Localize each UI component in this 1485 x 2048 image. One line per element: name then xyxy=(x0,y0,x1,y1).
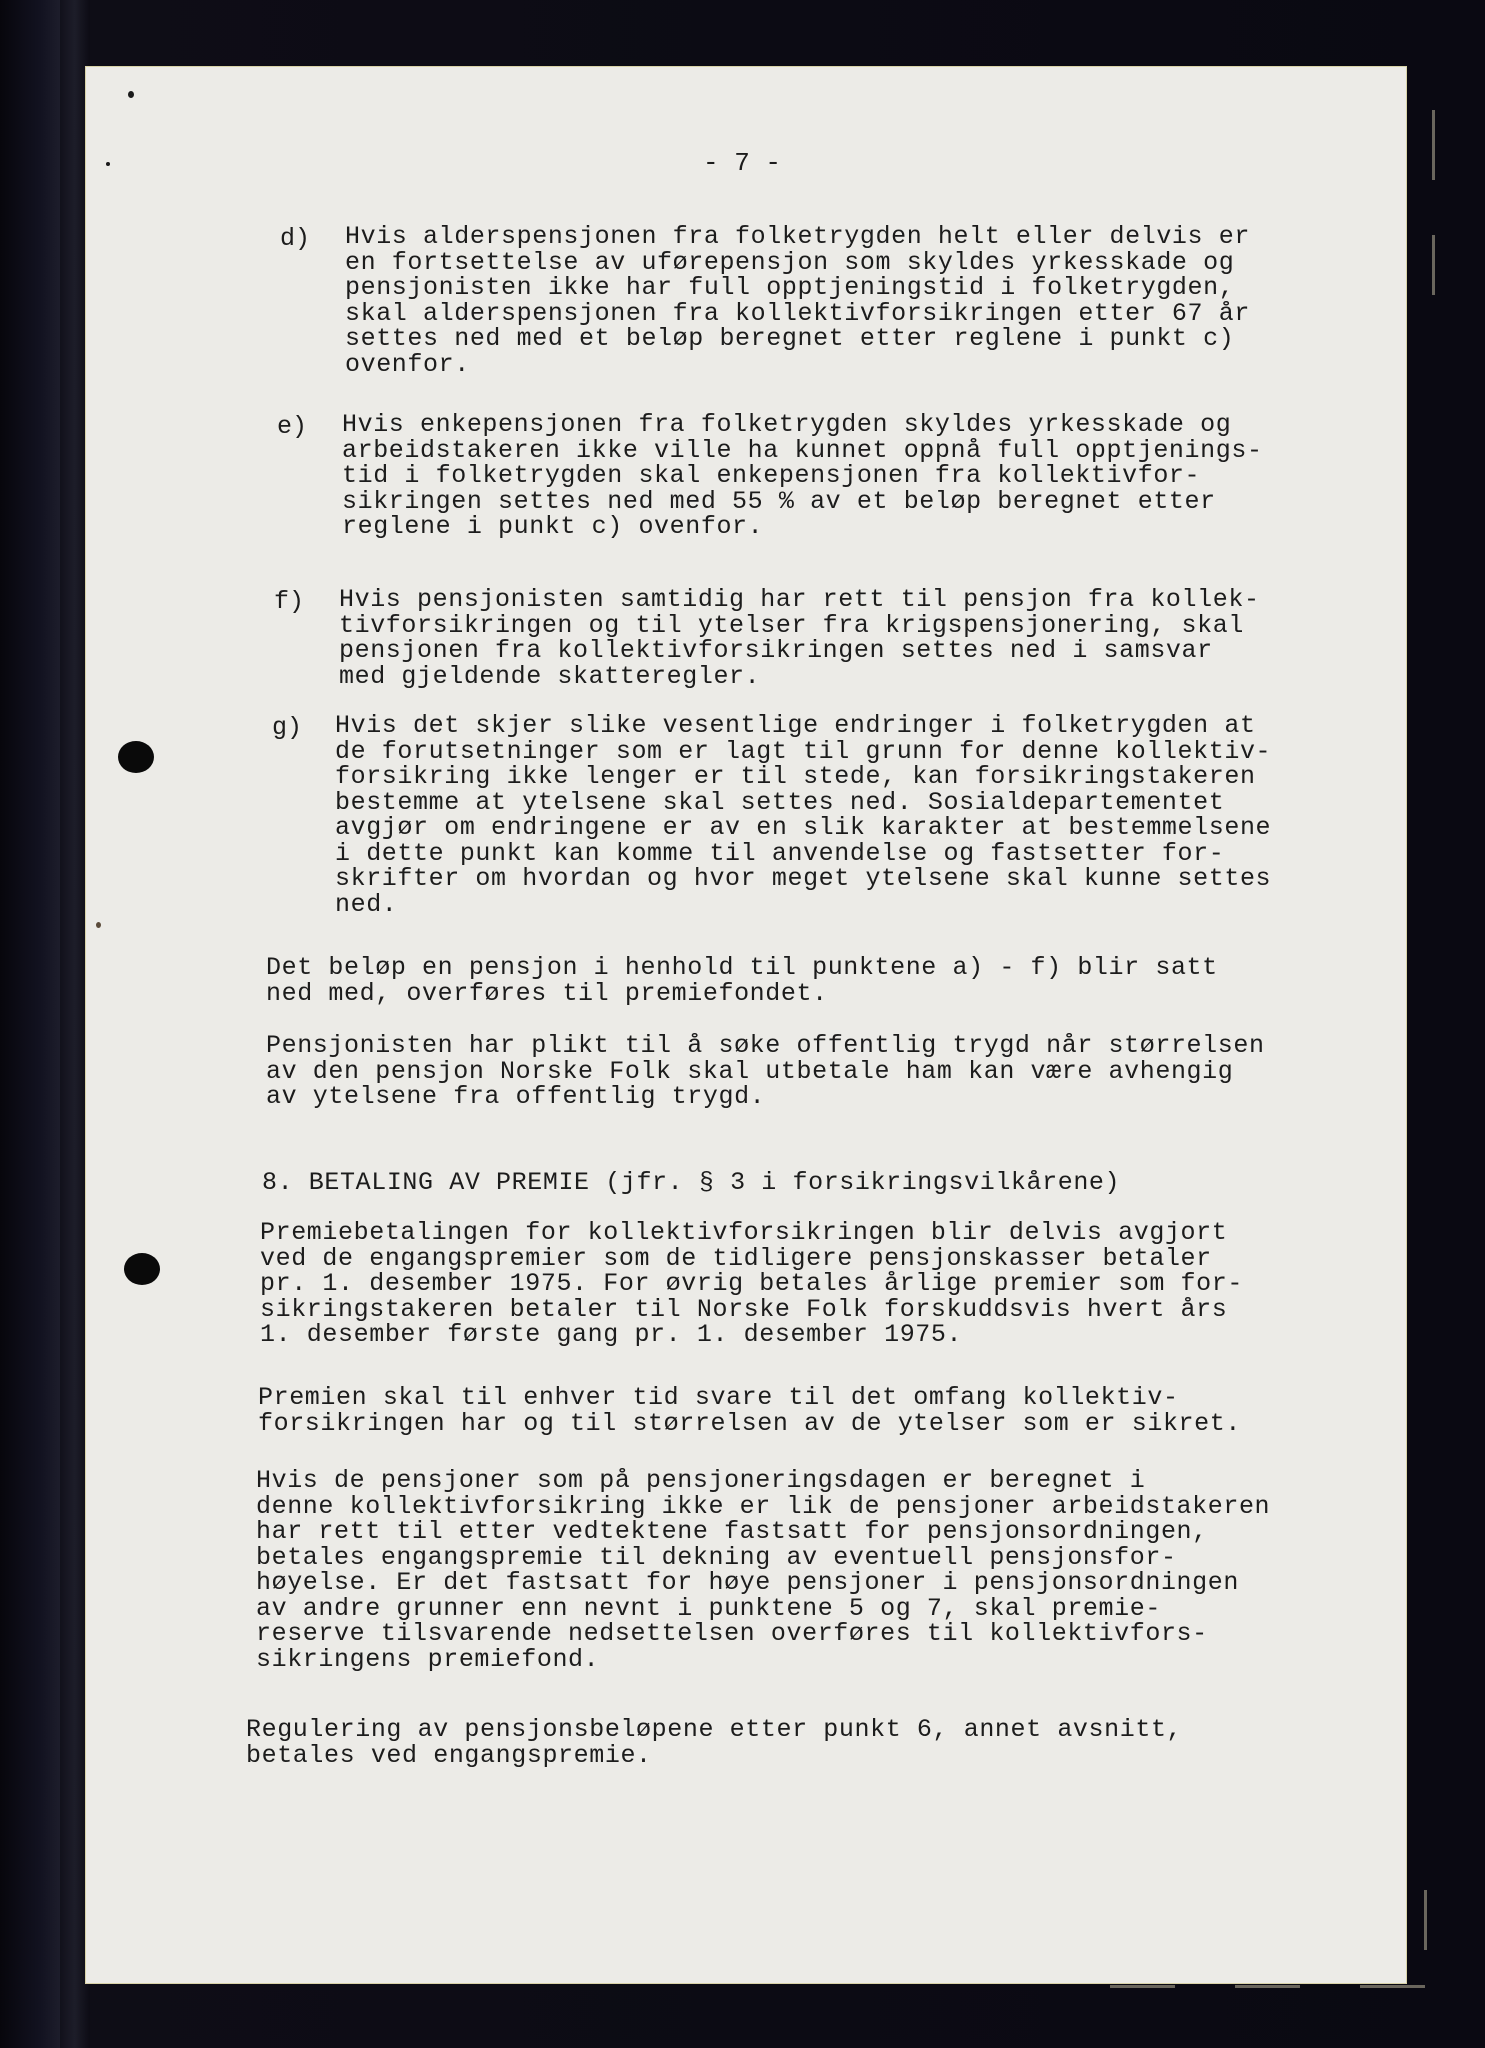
paper-speck xyxy=(106,162,110,166)
section-8-paragraph-line: høyelse. Er det fastsatt for høye pensjoner i pensjonsordningen xyxy=(256,1568,1239,1597)
section-8-paragraph-line: sikringstakeren betaler til Norske Folk forskuddsvis hvert års xyxy=(260,1294,1228,1324)
item-label: e) xyxy=(277,412,308,441)
scan-edge-mark xyxy=(1235,1985,1300,1988)
item-e-line: Hvis enkepensjonen fra folketrygden skyldes yrkesskade og xyxy=(342,410,1232,439)
scan-edge-mark xyxy=(1360,1985,1425,1988)
scan-edge-mark xyxy=(1424,1890,1427,1950)
item-f-line: Hvis pensjonisten samtidig har rett til pensjon fra kollek- xyxy=(339,585,1260,614)
section-8-paragraph-line: denne kollektivforsikring ikke er lik de pensjoner arbeidstakeren xyxy=(256,1491,1271,1521)
section-8-paragraph-line: betales ved engangspremie. xyxy=(246,1740,652,1770)
item-d-line: Hvis alderspensjonen fra folketrygden helt eller delvis er xyxy=(345,222,1250,251)
section-8-paragraph-line: sikringens premiefond. xyxy=(256,1644,600,1674)
item-g-line: forsikring ikke lenger er til stede, kan forsikringstakeren xyxy=(335,762,1256,791)
item-g-line: Hvis det skjer slike vesentlige endringer i folketrygden at xyxy=(335,711,1256,740)
paragraph-line: Det beløp en pensjon i henhold til punktene a) - f) blir satt xyxy=(266,953,1218,982)
item-g-line: de forutsetninger som er lagt til grunn for denne kollektiv- xyxy=(335,736,1272,766)
section-8-paragraph-line: av andre grunner enn nevnt i punktene 5 og 7, skal premie- xyxy=(256,1593,1161,1623)
item-d-line: settes ned med et beløp beregnet etter reglene i punkt c) xyxy=(345,324,1235,353)
item-label: f) xyxy=(274,587,305,616)
punch-hole-bottom xyxy=(124,1253,160,1285)
paragraph-line: ned med, overføres til premiefondet. xyxy=(266,978,828,1008)
section-8-paragraph-line: har rett til etter vedtektene fastsatt for pensjonsordningen, xyxy=(256,1517,1208,1546)
section-heading: 8. BETALING AV PREMIE (jfr. § 3 i forsikringsvilkårene) xyxy=(262,1168,1121,1197)
item-e-line: arbeidstakeren ikke ville ha kunnet oppnå full opptjenings- xyxy=(342,435,1263,465)
item-f-line: pensjonen fra kollektivforsikringen settes ned i samsvar xyxy=(339,636,1213,665)
section-8-paragraph-line: reserve tilsvarende nedsettelsen overføres til kollektivfors- xyxy=(256,1619,1208,1648)
paragraph-line: Pensjonisten har plikt til å søke offentlig trygd når størrelsen xyxy=(266,1031,1265,1060)
item-d-line: en fortsettelse av uførepensjon som skyldes yrkesskade og xyxy=(345,247,1235,277)
section-8-paragraph-line: pr. 1. desember 1975. For øvrig betales årlige premier som for- xyxy=(260,1269,1243,1298)
section-8-paragraph-line: 1. desember første gang pr. 1. desember 1975. xyxy=(260,1320,963,1349)
item-e-line: sikringen settes ned med 55 % av et beløp beregnet etter xyxy=(342,486,1216,516)
item-label: g) xyxy=(272,713,303,742)
item-d-line: ovenfor. xyxy=(345,349,470,379)
section-8-paragraph-line: ved de engangspremier som de tidligere pensjonskasser betaler xyxy=(260,1243,1212,1273)
section-8-paragraph-line: forsikringen har og til størrelsen av de ytelser som er sikret. xyxy=(258,1408,1241,1438)
paper-speck xyxy=(96,922,101,928)
paper-speck xyxy=(128,91,134,98)
item-e-line: reglene i punkt c) ovenfor. xyxy=(342,512,764,541)
page-number: - 7 - xyxy=(703,148,782,178)
section-8-paragraph-line: Premien skal til enhver tid svare til det omfang kollektiv- xyxy=(258,1383,1179,1412)
item-d-line: skal alderspensjonen fra kollektivforsikringen etter 67 år xyxy=(345,298,1250,328)
item-g-line: avgjør om endringene er av en slik karakter at bestemmelsene xyxy=(335,813,1272,842)
item-d-line: pensjonisten ikke har full opptjeningstid i folketrygden, xyxy=(345,273,1235,302)
item-g-line: skrifter om hvordan og hvor meget ytelsene skal kunne settes xyxy=(335,864,1272,893)
scan-edge-mark xyxy=(1432,110,1435,180)
punch-hole-top xyxy=(118,741,154,773)
section-8-paragraph-line: Premiebetalingen for kollektivforsikringen blir delvis avgjort xyxy=(260,1218,1228,1247)
paragraph-line: av ytelsene fra offentlig trygd. xyxy=(266,1082,766,1111)
item-f-line: med gjeldende skatteregler. xyxy=(339,661,761,691)
section-8-paragraph-line: Regulering av pensjonsbeløpene etter punkt 6, annet avsnitt, xyxy=(246,1715,1183,1744)
section-8-paragraph-line: betales engangspremie til dekning av eventuell pensjonsfor- xyxy=(256,1542,1177,1572)
item-g-line: i dette punkt kan komme til anvendelse og fastsetter for- xyxy=(335,838,1225,868)
section-8-paragraph-line: Hvis de pensjoner som på pensjoneringsdagen er beregnet i xyxy=(256,1466,1146,1495)
item-g-line: ned. xyxy=(335,889,398,919)
item-label: d) xyxy=(280,224,311,253)
item-e-line: tid i folketrygden skal enkepensjonen fra kollektivfor- xyxy=(342,461,1201,490)
item-g-line: bestemme at ytelsene skal settes ned. Sosialdepartementet xyxy=(335,787,1225,817)
scan-edge-mark xyxy=(1110,1985,1175,1988)
document-page xyxy=(86,67,1406,1983)
item-f-line: tivforsikringen og til ytelser fra krigspensjonering, skal xyxy=(339,610,1244,640)
paragraph-line: av den pensjon Norske Folk skal utbetale ham kan være avhengig xyxy=(266,1056,1234,1086)
scan-edge-mark xyxy=(1432,235,1435,295)
